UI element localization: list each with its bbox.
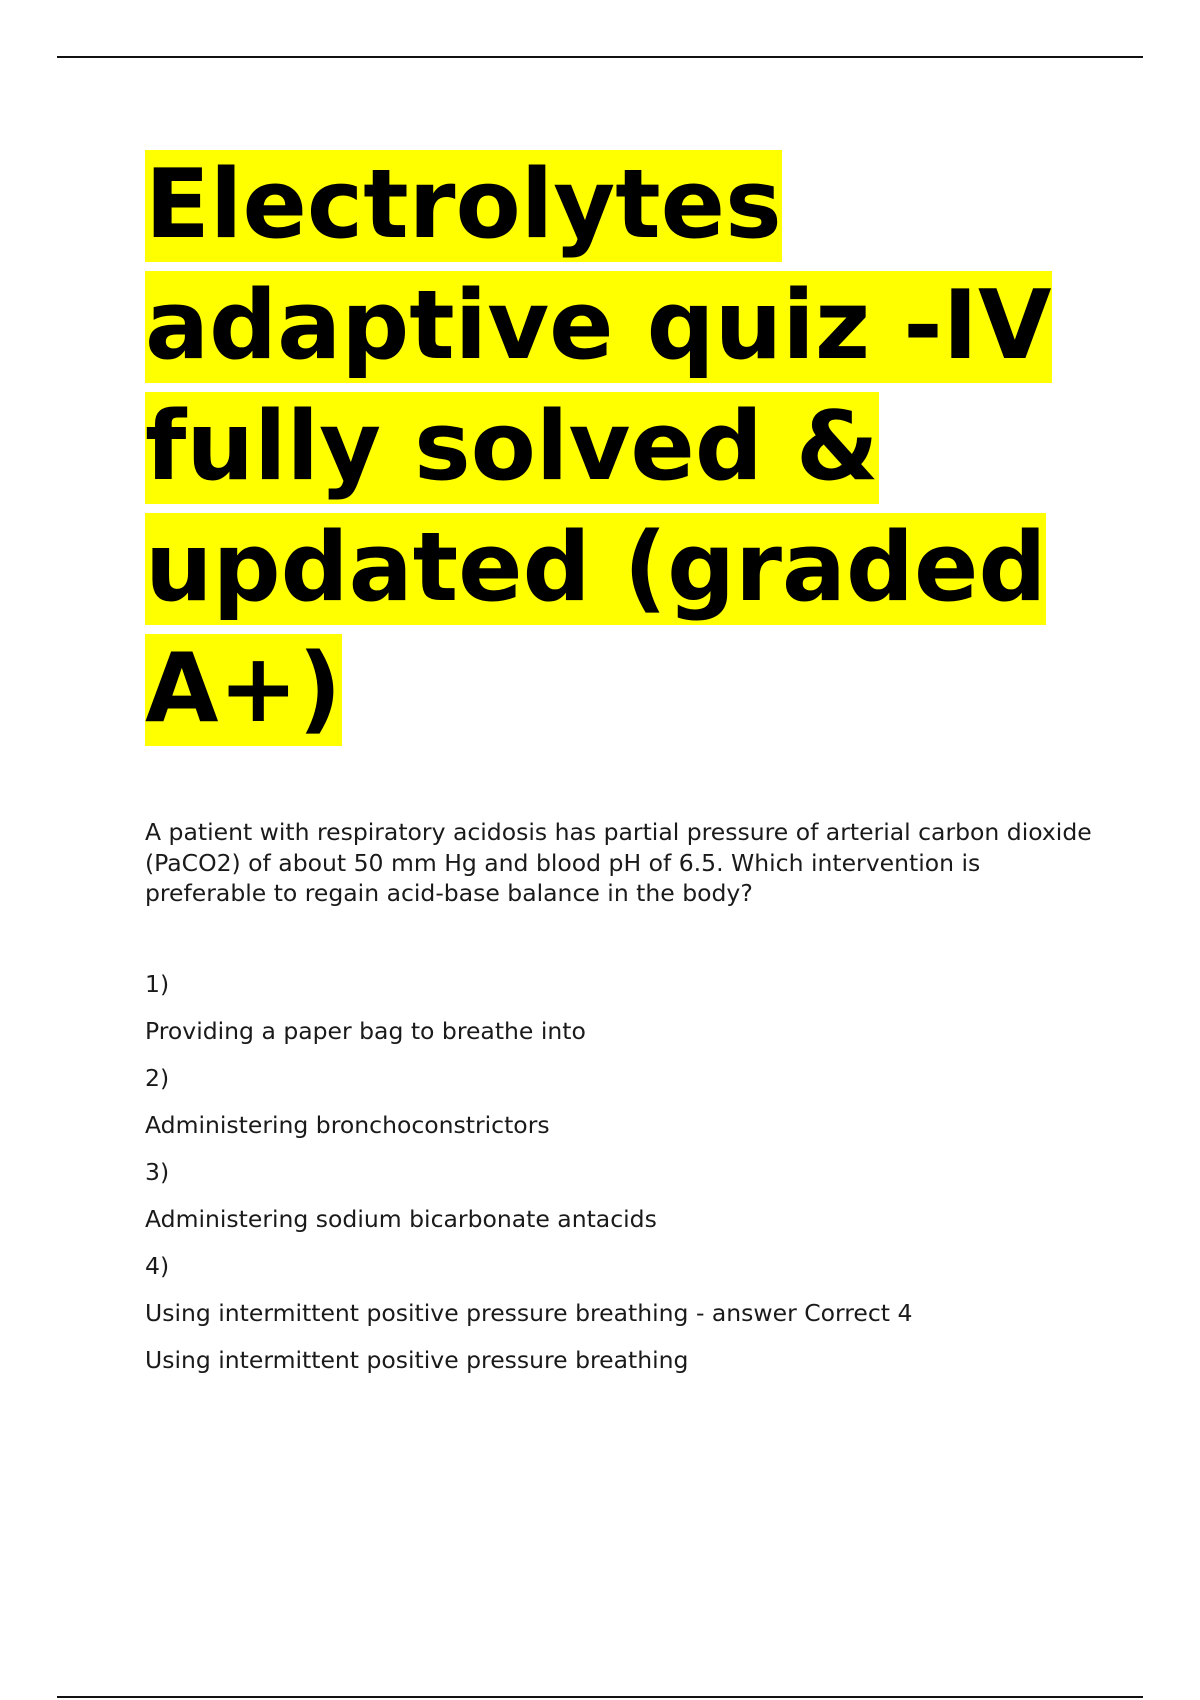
option-text-1: Providing a paper bag to breathe into [145, 1017, 586, 1045]
option-number-4: 4) [145, 1252, 170, 1280]
header-rule [57, 56, 1143, 58]
option-number-1: 1) [145, 970, 170, 998]
question-text: A patient with respiratory acidosis has partial pressure of arterial carbon dioxide (PaCO2) of about 50 mm Hg and blood pH of 6.5. Which intervention is preferable to regain acid-base balance in the body? [145, 818, 1092, 907]
option-text-4: Using intermittent positive pressure breathing - answer Correct 4 [145, 1299, 913, 1327]
document-title [145, 145, 1105, 750]
answer-explanation: Using intermittent positive pressure breathing [145, 1346, 689, 1374]
option-text-3: Administering sodium bicarbonate antacids [145, 1205, 657, 1233]
answer-options [145, 969, 1105, 1392]
option-text-2: Administering bronchoconstrictors [145, 1111, 550, 1139]
footer-rule [57, 1696, 1143, 1698]
title-highlight: Electrolytes adaptive quiz -IV fully solved & updated (graded A+) [145, 150, 1052, 744]
option-number-2: 2) [145, 1064, 170, 1092]
option-number-3: 3) [145, 1158, 170, 1186]
